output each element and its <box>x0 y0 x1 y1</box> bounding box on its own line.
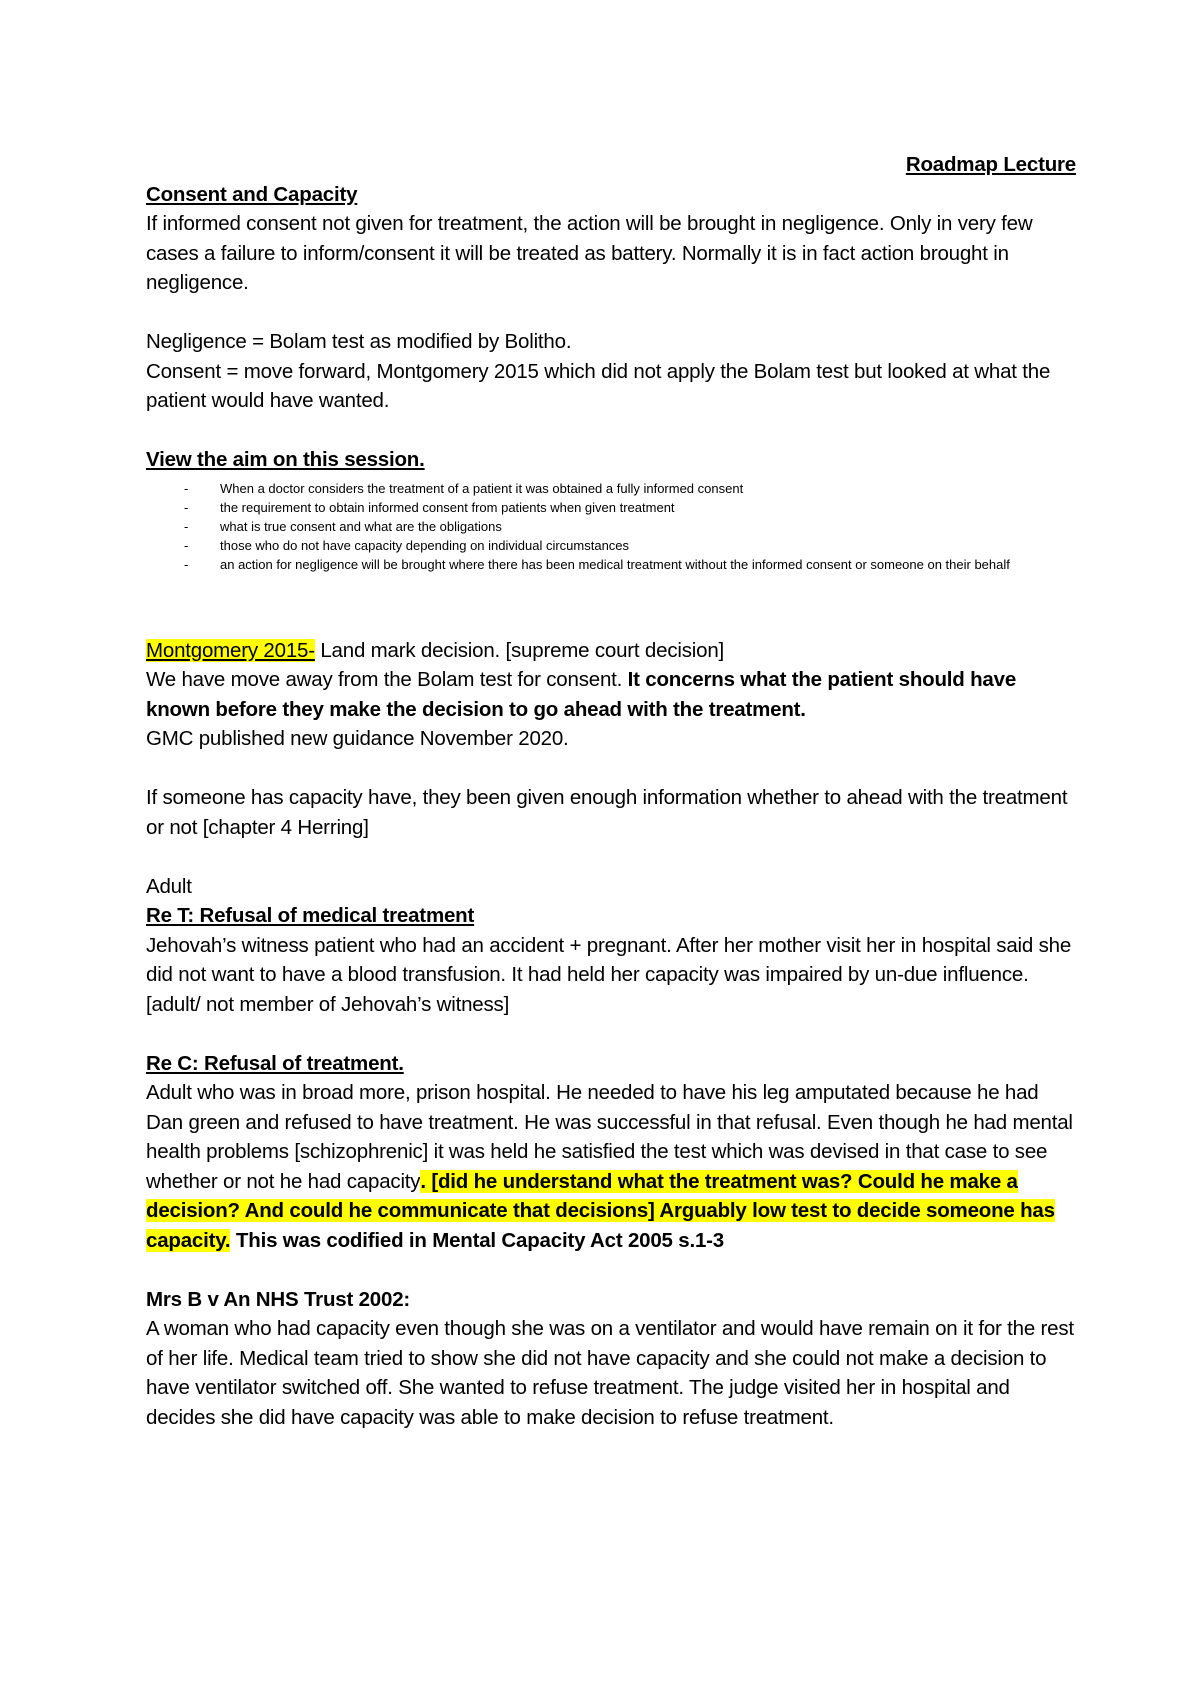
re-c-body: Adult who was in broad more, prison hospital. He needed to have his leg amputated because he had Dan green and refused to have treatment. He was successful in that refusal. Even though he had mental health problems [schizophrenic] it was held he satisfied the test which was devised in that case to see whether or not he had capacity. [did he understand what the treatment was? Could he make a decision? And could he communicate that decisions] Arguably low test to decide someone has capacity. This was codified in Mental Capacity Act 2005 s.1-3 <box>146 1081 1073 1252</box>
bullet-dash: - <box>184 518 189 534</box>
bullet-dash: - <box>184 480 189 496</box>
intro-paragraph: If informed consent not given for treatment, the action will be brought in negligence. Only in very few cases a failure to inform/consent it will be treated as battery. Normally it is in fact action brought in negligence. <box>146 212 1033 294</box>
heading-re-t: Re T: Refusal of medical treatment <box>146 904 475 927</box>
heading-mrs-b: Mrs B v An NHS Trust 2002: <box>146 1287 411 1311</box>
document-title: Roadmap Lecture <box>905 153 1076 176</box>
re-t-body: Jehovah’s witness patient who had an accident + pregnant. After her mother visit her in hospital said she did not want to have a blood transfusion. It had held her capacity was impaired by un-due influence. [adult/ not member of Jehovah’s witness] <box>146 933 1072 1016</box>
aims-item: - those who do not have capacity depending on individual circumstances <box>184 537 630 553</box>
montgomery-line: Montgomery 2015- Land mark decision. [supreme court decision] <box>146 638 725 662</box>
bullet-dash: - <box>184 499 189 515</box>
mrs-b-body: A woman who had capacity even though she was on a ventilator and would have remain on it for the rest of her life. Medical team tried to show she did not have capacity and she could not make a decision to have ventilator switched off. She wanted to refuse treatment. The judge visited her in hospital and decides she did have capacity was able to make decision to refuse treatment. <box>146 1317 1074 1429</box>
bullet-dash: - <box>184 556 189 572</box>
re-c-highlight: . [did he understand what the treatment was? Could he make a decision? And could he communicate that decisions] Arguably low test to decide someone has capacity. <box>146 1169 1055 1252</box>
aims-item: - the requirement to obtain informed consent from patients when given treatment <box>184 499 675 515</box>
capacity-paragraph: If someone has capacity have, they been given enough information whether to ahead with the treatment or not [chapter 4 Herring] <box>146 786 1068 839</box>
negligence-line: Negligence = Bolam test as modified by Bolitho. <box>146 330 572 353</box>
consent-line: Consent = move forward, Montgomery 2015 which did not apply the Bolam test but looked at what the patient would have wanted. <box>146 359 1051 412</box>
adult-label: Adult <box>146 874 192 898</box>
aims-item: - an action for negligence will be brought where there has been medical treatment without the informed consent or someone on their behalf <box>184 556 1010 572</box>
gmc-guidance-line: GMC published new guidance November 2020. <box>146 727 569 750</box>
aims-item: - what is true consent and what are the obligations <box>184 518 502 534</box>
document-body <box>146 150 1076 1432</box>
aims-item: - When a doctor considers the treatment of a patient it was obtained a fully informed consent <box>184 480 744 496</box>
heading-consent-capacity: Consent and Capacity <box>146 182 358 206</box>
bullet-dash: - <box>184 537 189 553</box>
montgomery-label: Montgomery 2015- <box>146 638 315 662</box>
aims-list <box>146 479 1076 574</box>
montgomery-line-2: We have move away from the Bolam test for consent. It concerns what the patient should have known before they make the decision to go ahead with the treatment. <box>146 668 1017 721</box>
heading-re-c: Re C: Refusal of treatment. <box>146 1051 404 1075</box>
heading-aims: View the aim on this session. <box>146 448 425 471</box>
